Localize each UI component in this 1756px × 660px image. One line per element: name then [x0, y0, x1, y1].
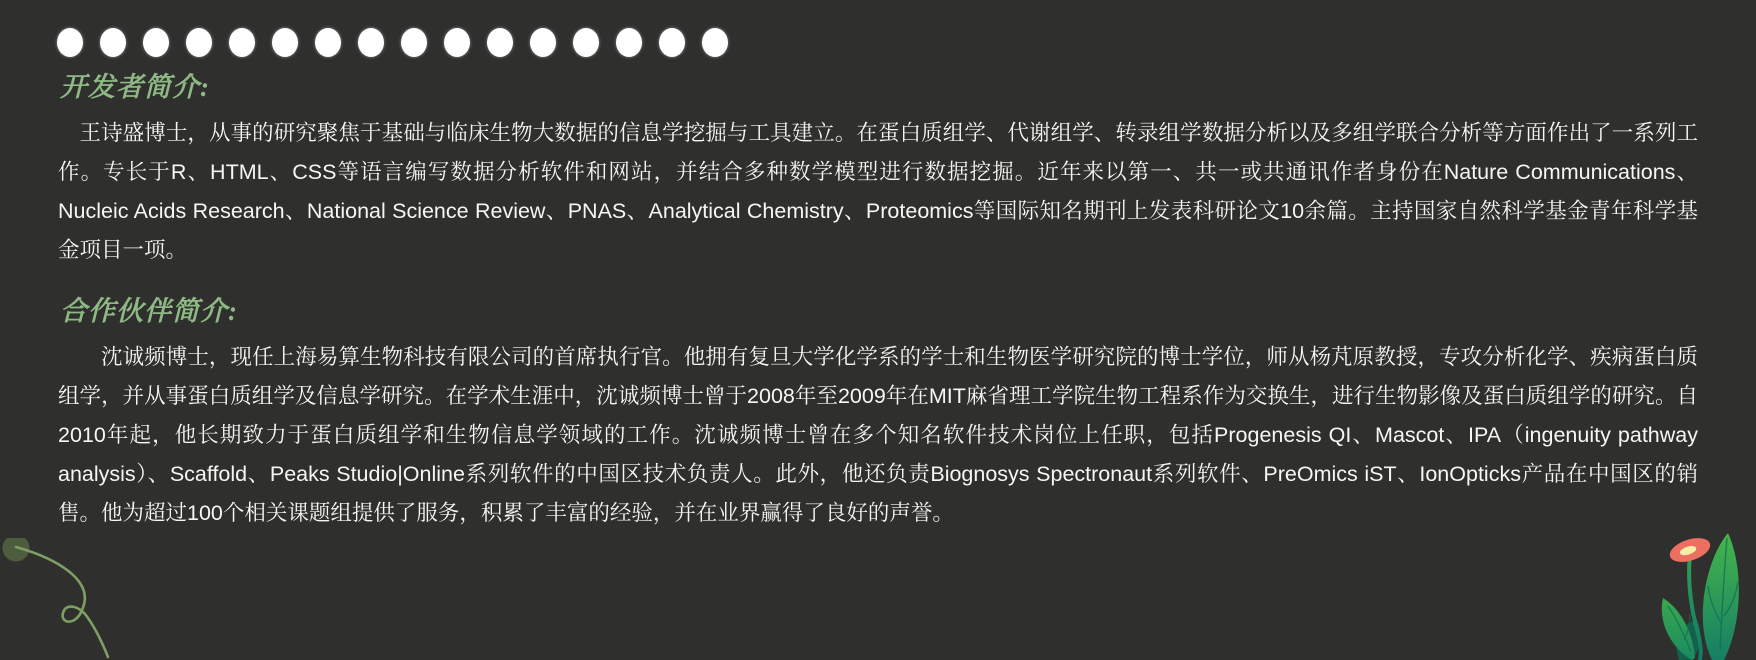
punch-hole-dot — [143, 28, 169, 57]
punch-hole-dot — [702, 28, 728, 57]
flower-plant-svg — [1634, 524, 1756, 660]
punch-hole-dot — [229, 28, 255, 57]
punch-hole-dot — [659, 28, 685, 57]
punch-hole-dot — [616, 28, 642, 57]
punch-hole-dot — [100, 28, 126, 57]
slide-content — [58, 72, 1698, 559]
vine-stem-path — [16, 547, 108, 657]
punch-hole-dot — [401, 28, 427, 57]
punch-hole-dot — [530, 28, 556, 57]
partner-section-heading: 合作伙伴简介: — [60, 296, 238, 326]
developer-bio-paragraph: 王诗盛博士，从事的研究聚焦于基础与临床生物大数据的信息学挖掘与工具建立。在蛋白质组学、代谢组学、转录组学数据分析以及多组学联合分析等方面作出了一系列工作。专长于R、HTML、CSS等语言编写数据分析软件和网站，并结合多种数学模型进行数据挖掘。近年来以第一、共一或共通讯作者身份在Nature Communications、Nucleic Acids Research、National Science Review、PNAS、Analytical Chemistry、Proteomics等国际知名期刊上发表科研论文10余篇。主持国家自然科学基金青年科学基金项目一项。 — [58, 121, 1698, 262]
punch-hole-dot — [57, 28, 83, 57]
punch-hole-dot — [272, 28, 298, 57]
section-developer — [58, 72, 1698, 270]
punch-hole-dot — [487, 28, 513, 57]
punch-hole-dot — [186, 28, 212, 57]
partner-bio-paragraph: 沈诚频博士，现任上海易算生物科技有限公司的首席执行官。他拥有复旦大学化学系的学士和生物医学研究院的博士学位，师从杨芃原教授，专攻分析化学、疾病蛋白质组学，并从事蛋白质组学及信息学研究。在学术生涯中，沈诚频博士曾于2008年至2009年在MIT麻省理工学院生物工程系作为交换生，进行生物影像及蛋白质组学的研究。自2010年起，他长期致力于蛋白质组学和生物信息学领域的工作。沈诚频博士曾在多个知名软件技术岗位上任职，包括Progenesis QI、Mascot、IPA（ingenuity pathway analysis）、Scaffold、Peaks Studio|Online系列软件的中国区技术负责人。此外，他还负责Biognosys Spectronaut系列软件、PreOmics iST、IonOpticks产品在中国区的销售。他为超过100个相关课题组提供了服务，积累了丰富的经验，并在业界赢得了良好的声誉。 — [58, 345, 1698, 525]
punch-holes-row — [57, 28, 728, 57]
punch-hole-dot — [444, 28, 470, 57]
punch-hole-dot — [358, 28, 384, 57]
punch-hole-dot — [315, 28, 341, 57]
vine-tendril-svg — [0, 538, 120, 660]
developer-section-heading: 开发者简介: — [60, 72, 210, 102]
section-partner — [58, 296, 1698, 533]
flower-plant-illustration — [1634, 524, 1756, 660]
punch-hole-dot — [573, 28, 599, 57]
vine-tendril-illustration — [0, 538, 120, 660]
